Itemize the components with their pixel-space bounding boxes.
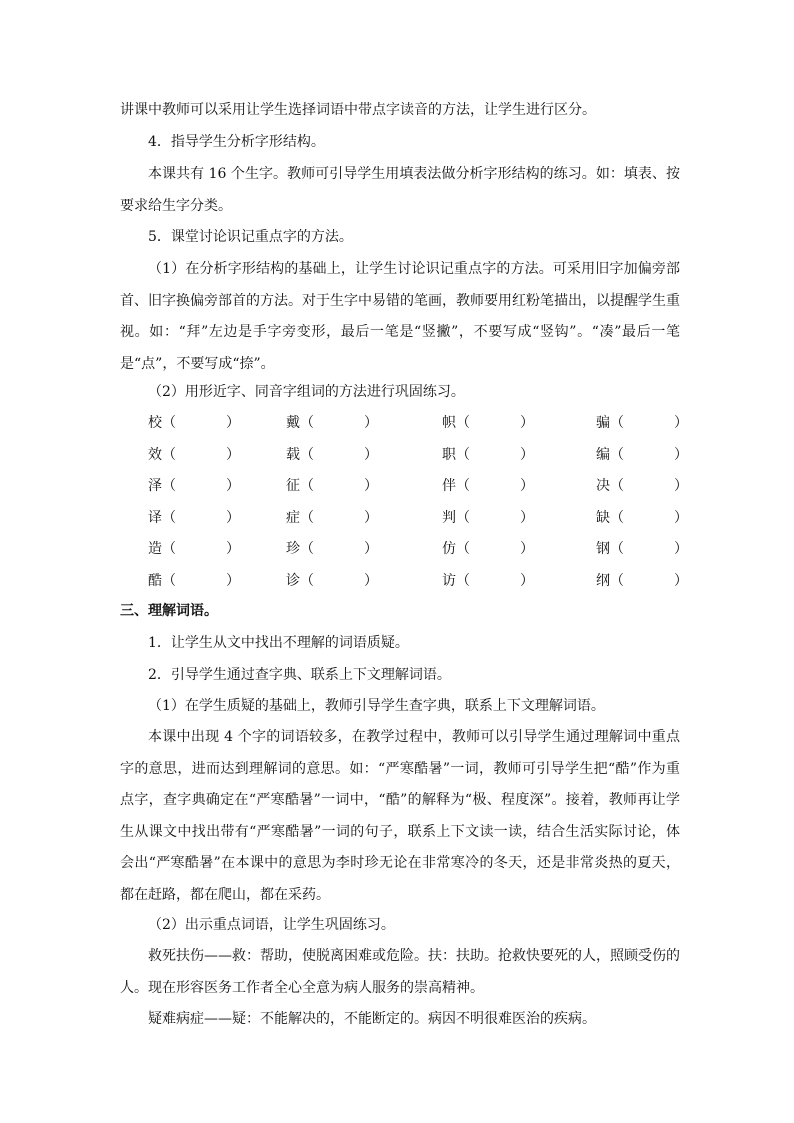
exercise-item	[596, 408, 688, 440]
exercise-item	[442, 471, 596, 503]
open-paren: （	[300, 478, 314, 494]
paragraph-structure: 本课共有 16 个生字。教师可引导学生用填表法做分析字形结构的练习。如：填表、按要求给生字分类。	[120, 166, 680, 214]
exercise-item	[148, 534, 286, 566]
exercise-char: 珍	[286, 541, 300, 557]
exercise-char: 造	[148, 541, 162, 557]
exercise-char: 仿	[442, 541, 456, 557]
exercise-char: 判	[442, 509, 456, 526]
exercise-item	[148, 408, 286, 440]
word-explanation-2: 疑难病症——疑：不能解决的，不能断定的。病因不明很难医治的疾病。	[148, 1011, 596, 1027]
open-paren: （	[162, 541, 176, 557]
close-paren: ）	[520, 509, 534, 526]
open-paren: （	[300, 415, 314, 431]
exercise-item	[596, 503, 688, 535]
exercise-char: 缺	[596, 509, 610, 526]
open-paren: （	[456, 541, 470, 557]
word-exercise-grid	[148, 408, 688, 597]
open-paren: （	[610, 446, 624, 463]
paragraph-intro: 讲课中教师可以采用让学生选择词语中带点字读音的方法，让学生进行区分。	[120, 102, 596, 118]
section-subitem-1: （1）在学生质疑的基础上，教师引导学生查字典，联系上下文理解词语。	[148, 698, 605, 714]
open-paren: （	[162, 415, 176, 431]
close-paren: ）	[674, 415, 688, 431]
exercise-char: 译	[148, 509, 162, 526]
open-paren: （	[456, 572, 470, 589]
close-paren: ）	[520, 541, 534, 557]
exercise-char: 诊	[286, 572, 300, 589]
exercise-char: 帜	[442, 415, 456, 431]
paragraph-discussion: （1）在分析字形结构的基础上，让学生讨论识记重点字的方法。可采用旧字加偏旁部首、旧字换偏旁部首的方法。对于生字中易错的笔画，教师要用红粉笔描出，以提醒学生重视。如：“拜”左边是手字旁变形，最后一笔是“竖撇”，不要写成“竖钩”。“凑”最后一笔是“点”，不要写成“捺”。	[120, 261, 680, 372]
exercise-char: 骗	[596, 415, 610, 431]
open-paren: （	[610, 572, 624, 589]
close-paren: ）	[226, 446, 240, 463]
close-paren: ）	[520, 478, 534, 494]
open-paren: （	[162, 446, 176, 463]
close-paren: ）	[226, 572, 240, 589]
close-paren: ）	[520, 446, 534, 463]
open-paren: （	[300, 446, 314, 463]
open-paren: （	[610, 509, 624, 526]
exercise-char: 征	[286, 478, 300, 494]
exercise-item	[442, 440, 596, 472]
exercise-item	[596, 471, 688, 503]
exercise-item	[286, 566, 442, 598]
open-paren: （	[456, 446, 470, 463]
paragraph-practice: （2）用形近字、同音字组词的方法进行巩固练习。	[148, 384, 465, 400]
close-paren: ）	[364, 415, 378, 431]
exercise-char: 效	[148, 446, 162, 463]
exercise-char: 载	[286, 446, 300, 463]
close-paren: ）	[674, 541, 688, 557]
close-paren: ）	[226, 478, 240, 494]
exercise-item	[286, 534, 442, 566]
exercise-item	[286, 408, 442, 440]
close-paren: ）	[520, 415, 534, 431]
step-4-title: 4．指导学生分析字形结构。	[148, 134, 325, 150]
close-paren: ）	[364, 509, 378, 526]
close-paren: ）	[364, 478, 378, 494]
exercise-item	[442, 503, 596, 535]
exercise-item	[596, 566, 688, 598]
close-paren: ）	[364, 541, 378, 557]
section-item-1: 1．让学生从文中找出不理解的词语质疑。	[148, 635, 409, 651]
open-paren: （	[162, 478, 176, 494]
exercise-char: 钢	[596, 541, 610, 557]
word-explanation-1: 救死扶伤——救：帮助，使脱离困难或危险。扶：扶助。抢救快要死的人，照顾受伤的人。现在形容医务工作者全心全意为病人服务的崇高精神。	[120, 948, 680, 996]
open-paren: （	[300, 572, 314, 589]
open-paren: （	[456, 509, 470, 526]
exercise-item	[148, 440, 286, 472]
close-paren: ）	[226, 541, 240, 557]
close-paren: ）	[674, 478, 688, 494]
exercise-item	[148, 471, 286, 503]
exercise-char: 决	[596, 478, 610, 494]
close-paren: ）	[674, 509, 688, 526]
exercise-item	[148, 503, 286, 535]
close-paren: ）	[674, 572, 688, 589]
exercise-char: 伴	[442, 478, 456, 494]
exercise-item	[596, 440, 688, 472]
exercise-item	[286, 471, 442, 503]
exercise-item	[442, 566, 596, 598]
close-paren: ）	[226, 415, 240, 431]
exercise-char: 纲	[596, 572, 610, 589]
exercise-item	[286, 440, 442, 472]
close-paren: ）	[674, 446, 688, 463]
section-explanation: 本课中出现 4 个字的词语较多，在教学过程中，教师可以引导学生通过理解词中重点字的意思，进而达到理解词的意思。如：“严寒酷暑”一词，教师可引导学生把“酷”作为重点字，查字典确定在“严寒酷暑”一词中，“酷”的解释为“极、程度深”。接着，教师再让学生从课文中找出带有“严寒酷暑”一词的句子，联系上下文读一读，结合生活实际讨论，体会出“严寒酷暑”在本课中的意思为李时珍无论在非常寒冷的冬天，还是非常炎热的夏天，都在赶路，都在爬山，都在采药。	[120, 729, 680, 903]
section-item-2: 2．引导学生通过查字典、联系上下文理解词语。	[148, 667, 451, 683]
exercise-item	[596, 534, 688, 566]
exercise-item	[148, 566, 286, 598]
section-subitem-2: （2）出示重点词语，让学生巩固练习。	[148, 917, 395, 933]
open-paren: （	[300, 509, 314, 526]
close-paren: ）	[364, 572, 378, 589]
open-paren: （	[162, 509, 176, 526]
exercise-char: 酷	[148, 572, 162, 589]
exercise-item	[442, 408, 596, 440]
exercise-item	[442, 534, 596, 566]
section-heading: 三、理解词语。	[120, 603, 218, 619]
exercise-item	[286, 503, 442, 535]
step-5-title: 5．课堂讨论识记重点字的方法。	[148, 229, 353, 245]
open-paren: （	[456, 415, 470, 431]
exercise-char: 职	[442, 446, 456, 463]
open-paren: （	[162, 572, 176, 589]
open-paren: （	[456, 478, 470, 494]
exercise-char: 泽	[148, 478, 162, 494]
close-paren: ）	[226, 509, 240, 526]
open-paren: （	[610, 541, 624, 557]
exercise-char: 症	[286, 509, 300, 526]
exercise-char: 编	[596, 446, 610, 463]
open-paren: （	[610, 478, 624, 494]
exercise-char: 访	[442, 572, 456, 589]
exercise-char: 戴	[286, 415, 300, 431]
exercise-char: 校	[148, 415, 162, 431]
open-paren: （	[300, 541, 314, 557]
close-paren: ）	[520, 572, 534, 589]
open-paren: （	[610, 415, 624, 431]
close-paren: ）	[364, 446, 378, 463]
